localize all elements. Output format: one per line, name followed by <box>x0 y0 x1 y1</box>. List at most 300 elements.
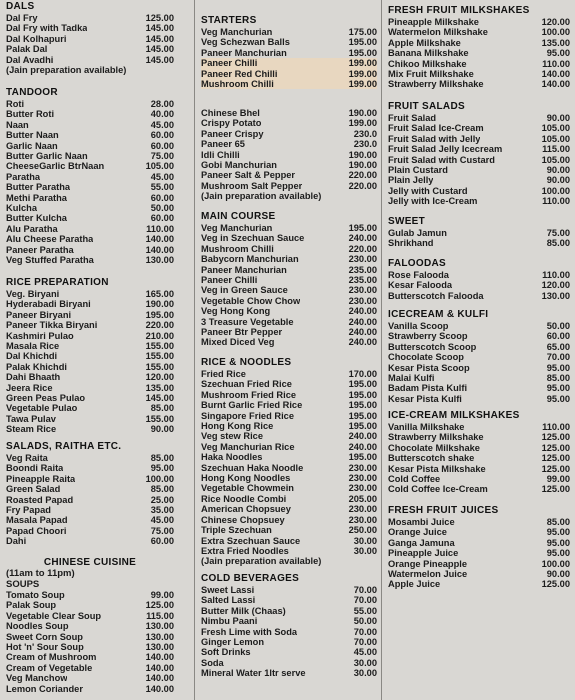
menu-item-price: 195.00 <box>348 379 377 390</box>
menu-item-name: Veg stew Rice <box>201 431 264 442</box>
menu-item-price: 85.00 <box>150 484 174 495</box>
menu-item-price: 70.00 <box>353 585 377 595</box>
menu-item <box>6 331 174 341</box>
menu-item <box>388 291 570 301</box>
menu-item-name: Veg Manchurian <box>201 27 273 37</box>
menu-item-price: 140.00 <box>145 244 174 255</box>
menu-item <box>6 403 174 413</box>
menu-item-name: Paneer Btr Pepper <box>201 327 283 338</box>
menu-item-name: Pineapple Milkshake <box>388 17 479 27</box>
menu-item-price: 30.00 <box>353 545 377 556</box>
menu-item-name: Idli Chilli <box>201 149 240 160</box>
menu-item-name: Fruit Salad with Custard <box>388 154 495 165</box>
menu-item-price: 95.00 <box>546 48 570 59</box>
menu-item <box>6 224 174 234</box>
section-title: ICE-CREAM MILKSHAKES <box>388 410 520 421</box>
menu-item-price: 240.00 <box>348 306 377 317</box>
menu-item-price: 30.00 <box>353 668 377 679</box>
menu-item-price: 220.00 <box>348 180 377 191</box>
section-fruit-salads <box>388 101 570 207</box>
menu-item-name: Pineapple Raita <box>6 473 76 484</box>
menu-item-price: 130.00 <box>541 290 570 301</box>
menu-item-price: 105.00 <box>541 154 570 165</box>
menu-item <box>6 536 174 546</box>
menu-item-name: Watermelon Milkshake <box>388 27 488 38</box>
menu-item-name: Fruit Salad Jelly Icecream <box>388 144 503 155</box>
menu-item-name: Haka Noodles <box>201 452 263 463</box>
section-sweet <box>388 216 570 249</box>
menu-item <box>201 79 377 89</box>
menu-item <box>201 244 377 254</box>
menu-item <box>201 306 377 316</box>
menu-item-name: Sweet Lassi <box>201 585 255 595</box>
menu-item <box>388 69 570 79</box>
menu-item-name: Veg. Biryani <box>6 289 60 299</box>
menu-item <box>6 515 174 525</box>
menu-item-name: Palak Dal <box>6 44 48 55</box>
menu-item-name: Butter Paratha <box>6 182 71 193</box>
menu-item <box>201 411 377 421</box>
menu-item <box>201 627 377 637</box>
menu-item-name: Butterscotch shake <box>388 453 475 464</box>
menu-item-name: Butter Milk (Chaas) <box>201 605 286 616</box>
menu-item-name: Apple Milkshake <box>388 37 461 48</box>
menu-item <box>201 181 377 191</box>
section-title: CHINESE CUISINE <box>43 557 137 568</box>
menu-item-price: 125.00 <box>145 13 174 23</box>
menu-item-name: Chikoo Milkshake <box>388 58 467 69</box>
menu-item-price: 155.00 <box>145 341 174 352</box>
menu-item <box>6 495 174 505</box>
menu-item <box>6 99 174 109</box>
menu-item <box>6 193 174 203</box>
menu-item-name: Sweet Corn Soup <box>6 631 83 642</box>
menu-item <box>6 663 174 673</box>
menu-item-name: Fruit Salad <box>388 113 437 123</box>
menu-item-price: 85.00 <box>546 517 570 527</box>
soups-heading: SOUPS <box>6 578 40 590</box>
menu-item-price: 90.00 <box>546 569 570 580</box>
menu-item-name: Mushroom Fried Rice <box>201 389 297 400</box>
section-rice-preparation <box>6 277 174 435</box>
menu-item-name: Nimbu Paani <box>201 616 258 627</box>
menu-item <box>6 590 174 600</box>
menu-item-name: Veg Manchurian Rice <box>201 441 295 452</box>
menu-item-price: 140.00 <box>145 673 174 684</box>
menu-item-name: Kesar Pista Milkshake <box>388 463 486 474</box>
menu-item-price: 100.00 <box>541 27 570 38</box>
menu-item-price: 120.00 <box>145 372 174 383</box>
menu-item <box>201 616 377 626</box>
menu-item-price: 99.00 <box>546 474 570 485</box>
menu-item <box>201 118 377 128</box>
menu-item-price: 95.00 <box>546 393 570 404</box>
menu-item-name: Extra Szechuan Sauce <box>201 535 301 546</box>
menu-item-name: Kashmiri Pulao <box>6 330 74 341</box>
menu-item <box>201 327 377 337</box>
section-title: FRESH FRUIT JUICES <box>388 505 499 516</box>
menu-item-price: 140.00 <box>541 69 570 80</box>
menu-item <box>388 394 570 404</box>
menu-item-price: 120.00 <box>541 280 570 291</box>
menu-item <box>6 34 174 44</box>
section-title: SALADS, RAITHA ETC. <box>6 441 122 452</box>
menu-item-name: Veg in Szechuan Sauce <box>201 233 305 244</box>
menu-item <box>6 13 174 23</box>
menu-item-name: Paneer Chilli <box>201 58 258 69</box>
menu-item <box>201 139 377 149</box>
menu-item-price: 240.00 <box>348 327 377 338</box>
menu-item-name: Veg Raita <box>6 453 48 463</box>
section-starters <box>201 15 377 89</box>
menu-item-price: 125.00 <box>541 432 570 443</box>
section-chinese-cuisine <box>6 557 174 694</box>
jain-note: (Jain preparation available) <box>201 191 322 202</box>
menu-item-name: Paneer Red Chilli <box>201 68 278 79</box>
section-title: STARTERS <box>201 15 257 26</box>
menu-item-name: Veg in Green Sauce <box>201 285 288 296</box>
menu-item <box>6 182 174 192</box>
menu-item-price: 240.00 <box>348 233 377 244</box>
menu-item <box>201 265 377 275</box>
menu-item-name: Hyderabadi Biryani <box>6 299 91 310</box>
menu-item-name: American Chopsuey <box>201 504 291 515</box>
column-divider <box>194 0 195 700</box>
menu-item-name: Paneer 65 <box>201 139 245 150</box>
menu-item <box>388 134 570 144</box>
menu-item-price: 110.00 <box>542 196 570 207</box>
menu-item-price: 230.00 <box>348 473 377 484</box>
menu-item-name: Paneer Chilli <box>201 275 258 286</box>
menu-item-name: Paneer Crispy <box>201 128 264 139</box>
menu-item-price: 110.00 <box>146 223 174 234</box>
menu-item-name: Hot 'n' Sour Soup <box>6 642 84 653</box>
menu-item-name: Vegetable Clear Soup <box>6 610 102 621</box>
menu-item <box>6 320 174 330</box>
menu-item-name: Watermelon Juice <box>388 569 468 580</box>
menu-item <box>388 155 570 165</box>
menu-item-name: Butter Naan <box>6 130 59 141</box>
menu-item-price: 190.00 <box>145 299 174 310</box>
menu-item-name: Dal Avadhi <box>6 54 54 65</box>
menu-item-price: 95.00 <box>546 383 570 394</box>
menu-item <box>6 234 174 244</box>
menu-item-name: Pineapple Juice <box>388 548 459 559</box>
menu-item-name: Steam Rice <box>6 424 57 435</box>
menu-item-name: Veg Schezwan Balls <box>201 37 290 48</box>
section-title: FALOODAS <box>388 258 446 269</box>
menu-item-price: 110.00 <box>542 58 570 69</box>
menu-item-price: 155.00 <box>145 413 174 424</box>
menu-item <box>388 548 570 558</box>
menu-item-price: 235.00 <box>348 275 377 286</box>
menu-item <box>201 442 377 452</box>
menu-item-price: 75.00 <box>546 228 570 238</box>
menu-item-name: Naan <box>6 119 29 130</box>
menu-item <box>201 463 377 473</box>
menu-item-price: 70.00 <box>353 626 377 637</box>
menu-item-price: 120.00 <box>541 17 570 27</box>
menu-item-name: Cold Coffee <box>388 474 441 485</box>
menu-item-name: Hong Kong Noodles <box>201 473 291 484</box>
section-rice-noodles <box>201 357 377 567</box>
menu-item-price: 75.00 <box>150 525 174 536</box>
section-icecream-kulfi <box>388 309 570 404</box>
menu-item-price: 60.00 <box>150 536 174 547</box>
menu-item-name: Tawa Pulav <box>6 413 56 424</box>
menu-item <box>388 144 570 154</box>
menu-item-price: 105.00 <box>541 123 570 134</box>
menu-item-name: Papad Choori <box>6 525 67 536</box>
menu-item-price: 140.00 <box>145 662 174 673</box>
menu-item-name: Babycorn Manchurian <box>201 254 299 265</box>
menu-item <box>388 27 570 37</box>
menu-item-price: 60.00 <box>150 192 174 203</box>
section-salads <box>6 441 174 547</box>
menu-item-price: 70.00 <box>546 352 570 363</box>
menu-item-price: 125.00 <box>541 453 570 464</box>
menu-item-price: 90.00 <box>546 113 570 123</box>
menu-item-price: 95.00 <box>546 537 570 548</box>
menu-item <box>388 186 570 196</box>
menu-item <box>6 372 174 382</box>
menu-item <box>6 299 174 309</box>
menu-item-price: 170.00 <box>348 369 377 379</box>
menu-item <box>201 37 377 47</box>
menu-item-name: Triple Szechuan <box>201 525 272 536</box>
menu-item-price: 95.00 <box>546 548 570 559</box>
menu-item-name: Malai Kulfi <box>388 373 435 384</box>
menu-item-name: Jelly with Custard <box>388 185 468 196</box>
menu-item <box>201 536 377 546</box>
menu-item-name: Ganga Jamuna <box>388 537 455 548</box>
menu-item-price: 130.00 <box>145 621 174 632</box>
menu-item-name: Green Salad <box>6 484 61 495</box>
menu-item-price: 195.00 <box>145 309 174 320</box>
menu-item-price: 28.00 <box>150 99 174 109</box>
menu-item <box>6 203 174 213</box>
menu-item-price: 95.00 <box>546 362 570 373</box>
menu-item-price: 70.00 <box>353 637 377 648</box>
menu-item-name: Chinese Bhel <box>201 108 260 118</box>
menu-item-name: Veg Hong Kong <box>201 306 271 317</box>
menu-item-name: Strawberry Scoop <box>388 331 468 342</box>
menu-item <box>201 473 377 483</box>
menu-item-name: Palak Soup <box>6 600 57 611</box>
menu-item-name: Mushroom Chilli <box>201 79 274 90</box>
menu-item-price: 110.00 <box>542 270 570 280</box>
section-dals <box>6 1 174 75</box>
menu-item-name: Dal Fry with Tadka <box>6 23 88 34</box>
menu-item <box>388 579 570 589</box>
menu-item-price: 190.00 <box>348 108 377 118</box>
menu-item-name: Vanilla Milkshake <box>388 422 465 432</box>
section-title: DALS <box>6 1 35 12</box>
menu-item-price: 140.00 <box>541 79 570 90</box>
menu-item-price: 60.00 <box>150 130 174 141</box>
menu-item-price: 235.00 <box>348 264 377 275</box>
menu-item <box>201 223 377 233</box>
menu-item-name: Alu Cheese Paratha <box>6 234 94 245</box>
menu-item-price: 230.00 <box>348 254 377 265</box>
menu-item <box>201 254 377 264</box>
menu-item <box>388 79 570 89</box>
menu-item <box>388 383 570 393</box>
menu-item <box>6 44 174 54</box>
menu-item <box>201 595 377 605</box>
menu-item-price: 195.00 <box>348 37 377 48</box>
menu-item-name: Vegetable Pulao <box>6 403 78 414</box>
menu-item-price: 50.00 <box>150 203 174 214</box>
menu-item-name: Orange Pineapple <box>388 558 468 569</box>
menu-item-name: Dal Fry <box>6 13 38 23</box>
section-starters-more <box>201 108 377 202</box>
menu-item-name: Boondi Raita <box>6 463 64 474</box>
menu-item-price: 145.00 <box>145 33 174 44</box>
menu-item-name: Kesar Pista Scoop <box>388 362 470 373</box>
menu-item-price: 90.00 <box>150 424 174 435</box>
menu-item-price: 125.00 <box>145 600 174 611</box>
menu-item <box>6 463 174 473</box>
menu-item-price: 199.00 <box>348 118 377 129</box>
menu-item <box>6 684 174 694</box>
menu-item <box>6 151 174 161</box>
menu-item-price: 125.00 <box>541 579 570 590</box>
menu-item-price: 140.00 <box>145 683 174 694</box>
menu-item-price: 135.00 <box>145 382 174 393</box>
menu-item-name: Paratha <box>6 171 41 182</box>
menu-item-name: Masala Papad <box>6 515 68 526</box>
menu-item <box>6 141 174 151</box>
menu-item-name: Crispy Potato <box>201 118 262 129</box>
menu-item <box>201 400 377 410</box>
menu-item-price: 240.00 <box>348 316 377 327</box>
menu-item-price: 130.00 <box>145 642 174 653</box>
menu-item <box>388 559 570 569</box>
menu-item-name: Dahi Bhaath <box>6 372 61 383</box>
menu-item-price: 240.00 <box>348 441 377 452</box>
menu-item <box>388 538 570 548</box>
menu-item <box>388 474 570 484</box>
menu-item-name: Paneer Salt & Pepper <box>201 170 296 181</box>
menu-item-price: 75.00 <box>150 151 174 162</box>
menu-item-price: 90.00 <box>546 175 570 186</box>
menu-item <box>201 606 377 616</box>
menu-item-name: Veg Manchow <box>6 673 68 684</box>
menu-item <box>6 383 174 393</box>
menu-item-price: 130.00 <box>145 631 174 642</box>
menu-item-price: 195.00 <box>348 389 377 400</box>
menu-item-name: Salted Lassi <box>201 595 256 606</box>
menu-item-price: 190.00 <box>348 149 377 160</box>
menu-item-name: Fried Rice <box>201 369 246 379</box>
menu-item <box>6 213 174 223</box>
menu-item-name: Mushroom Salt Pepper <box>201 180 303 191</box>
menu-item <box>388 123 570 133</box>
menu-item-name: Veg Stuffed Paratha <box>6 255 94 266</box>
menu-item-price: 210.00 <box>145 330 174 341</box>
menu-item-price: 130.00 <box>145 255 174 266</box>
menu-item-name: Gulab Jamun <box>388 228 447 238</box>
menu-item <box>201 494 377 504</box>
menu-item-price: 145.00 <box>145 393 174 404</box>
menu-item-name: Rose Falooda <box>388 270 449 280</box>
menu-item-name: Cold Coffee Ice-Cream <box>388 484 488 495</box>
menu-item <box>6 611 174 621</box>
menu-item <box>201 483 377 493</box>
menu-item <box>201 296 377 306</box>
section-title: COLD BEVERAGES <box>201 573 300 584</box>
menu-item <box>201 658 377 668</box>
menu-item <box>6 362 174 372</box>
menu-item-name: Paneer Paratha <box>6 244 74 255</box>
section-tandoor <box>6 87 174 266</box>
menu-item-price: 195.00 <box>348 400 377 411</box>
menu-item <box>201 58 377 68</box>
menu-item <box>201 546 377 556</box>
menu-item <box>388 484 570 494</box>
menu-item-name: Szechuan Fried Rice <box>201 379 292 390</box>
menu-item <box>201 390 377 400</box>
menu-item-name: Cream of Vegetable <box>6 662 93 673</box>
menu-item-price: 190.00 <box>348 160 377 171</box>
menu-item-price: 230.00 <box>348 483 377 494</box>
menu-item-name: Banana Milkshake <box>388 48 469 59</box>
menu-item <box>6 621 174 631</box>
menu-item <box>388 331 570 341</box>
menu-item-price: 70.00 <box>353 595 377 606</box>
menu-item-name: Butter Roti <box>6 109 55 120</box>
menu-item-price: 199.00 <box>348 68 377 79</box>
menu-item-price: 30.00 <box>353 535 377 546</box>
jain-note: (Jain preparation available) <box>201 556 322 567</box>
menu-item-price: 125.00 <box>541 463 570 474</box>
menu-item-name: Gobi Manchurian <box>201 160 277 171</box>
menu-item-name: Extra Fried Noodles <box>201 545 289 556</box>
section-title: RICE PREPARATION <box>6 277 109 288</box>
menu-item-price: 55.00 <box>353 605 377 616</box>
menu-item <box>388 48 570 58</box>
menu-item-name: Butter Garlic Naan <box>6 151 88 162</box>
menu-item <box>388 373 570 383</box>
menu-item <box>6 526 174 536</box>
menu-item-name: Strawberry Milkshake <box>388 432 484 443</box>
menu-item <box>201 585 377 595</box>
menu-item-price: 240.00 <box>348 337 377 348</box>
menu-item <box>388 196 570 206</box>
menu-item-price: 220.00 <box>348 170 377 181</box>
menu-item <box>388 175 570 185</box>
menu-item-price: 140.00 <box>145 652 174 663</box>
menu-item-name: Butterscotch Scoop <box>388 341 477 352</box>
menu-item-name: Apple Juice <box>388 579 441 590</box>
menu-item-price: 145.00 <box>145 44 174 55</box>
menu-item-name: Paneer Manchurian <box>201 264 287 275</box>
menu-item-name: Paneer Biryani <box>6 309 72 320</box>
menu-item-price: 100.00 <box>145 473 174 484</box>
menu-item <box>201 275 377 285</box>
menu-item <box>201 525 377 535</box>
menu-item <box>6 255 174 265</box>
menu-item-price: 60.00 <box>546 331 570 342</box>
menu-item <box>6 172 174 182</box>
menu-item-name: Strawberry Milkshake <box>388 79 484 90</box>
menu-item <box>6 310 174 320</box>
menu-item <box>6 120 174 130</box>
menu-item-name: Mushroom Chilli <box>201 243 274 254</box>
menu-item-name: Fruit Salad with Jelly <box>388 133 481 144</box>
menu-item-name: Fry Papad <box>6 505 51 516</box>
